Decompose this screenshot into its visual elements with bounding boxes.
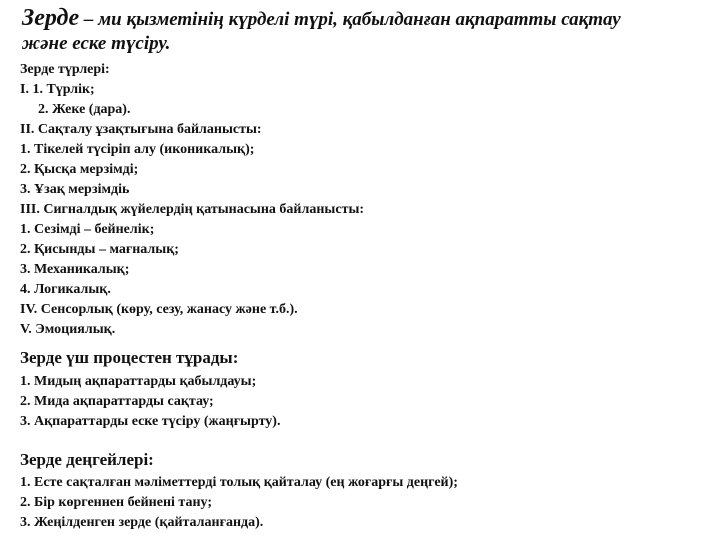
list-item: 1. Есте сақталған мәліметтерді толық қайталау (ең жоғарғы деңгей); <box>20 475 458 490</box>
list-item: 2. Мида ақпараттарды сақтау; <box>20 394 214 409</box>
list-item: 4. Логикалық. <box>20 282 111 297</box>
list-item: 1. Тікелей түсіріп алу (иконикалық); <box>20 142 255 157</box>
processes-heading: Зерде үш процестен тұрады: <box>20 348 239 367</box>
levels-list <box>20 473 458 533</box>
memory-types-list <box>20 60 364 340</box>
list-item: III. Сигналдық жүйелердің қатынасына байланысты: <box>20 202 365 217</box>
list-item: 3. Механикалық; <box>20 262 130 277</box>
list-item: 1. Сезімді – бейнелік; <box>20 222 155 237</box>
list-item: I. 1. Түрлік; <box>20 82 95 97</box>
title-definition: – ми қызметінің күрделі түрі, қабылданған ақпаратты сақтау <box>79 9 621 30</box>
list-item: 3. Жеңілденген зерде (қайталанғанда). <box>20 515 264 530</box>
list-item: II. Сақталу ұзақтығына байланысты: <box>20 122 262 137</box>
list-item: 2. Қысқа мерзімді; <box>20 162 139 177</box>
processes-list <box>20 372 280 432</box>
levels-heading: Зерде деңгейлері: <box>20 450 154 469</box>
list-item: 3. Ақпараттарды еске түсіру (жаңғырту). <box>20 414 281 429</box>
title-word: Зерде <box>22 5 80 31</box>
list-item: 2. Жеке (дара). <box>38 102 131 117</box>
types-heading: Зерде түрлері: <box>20 62 110 77</box>
list-item: 2. Бір көргеннен бейнені тану; <box>20 495 213 510</box>
title-line-1 <box>22 6 712 32</box>
list-item: IV. Сенсорлық (көру, сезу, жанасу және т.б.). <box>20 302 298 317</box>
list-item: 1. Мидың ақпараттарды қабылдауы; <box>20 374 257 389</box>
page-title <box>22 6 712 56</box>
title-line-2: және еске түсіру. <box>22 33 171 54</box>
list-item: V. Эмоциялық. <box>20 322 116 337</box>
list-item: 2. Қисынды – мағналық; <box>20 242 179 257</box>
list-item: 3. Ұзақ мерзімдіь <box>20 182 130 197</box>
